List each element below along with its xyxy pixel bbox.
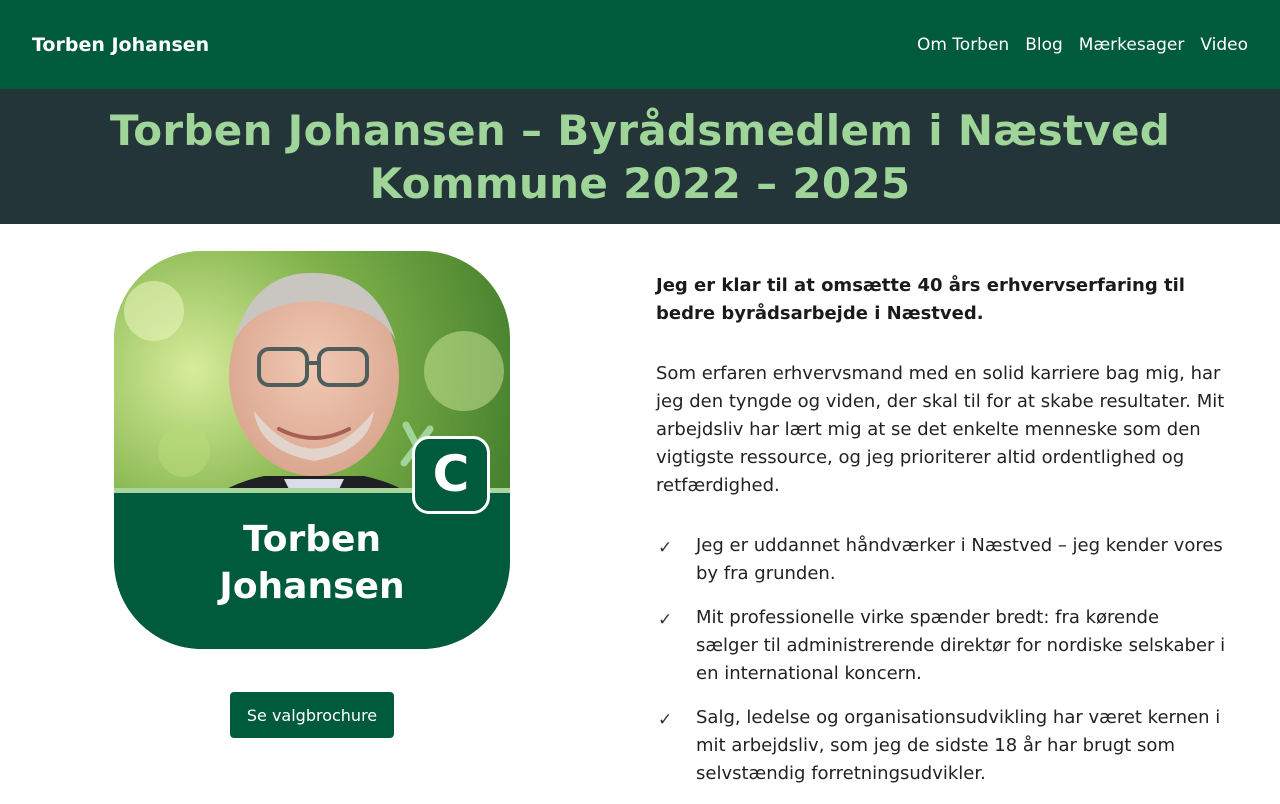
list-item — [656, 704, 1226, 788]
profile-column — [0, 224, 624, 800]
check-icon: ✓ — [658, 538, 673, 558]
party-letter-badge: C — [412, 436, 490, 514]
poster-candidate-name — [114, 516, 510, 610]
page-title: Torben Johansen – Byrådsmedlem i Næstved Kommune 2022 – 2025 — [109, 105, 1171, 208]
main-nav — [917, 35, 1248, 55]
nav-link-maerkesager[interactable]: Mærkesager — [1078, 34, 1185, 55]
list-item — [656, 604, 1226, 688]
intro-paragraph: Som erfaren erhvervsmand med en solid karriere bag mig, har jeg den tyngde og viden, der skal til for at skabe resultater. Mit arbejdsliv har lært mig at se det enkelte menneske som den vigtigste ressource, og jeg prioriterer altid ordentlighed og retfærdighed. — [656, 363, 1225, 496]
list-item-text: Salg, ledelse og organisationsudvikling har været kernen i mit arbejdsliv, som jeg de sidste 18 år har brugt som selvstændig forretningsudvikler. — [696, 707, 1221, 784]
brochure-button[interactable]: Se valgbrochure — [230, 692, 394, 738]
nav-link-video[interactable]: Video — [1200, 34, 1248, 55]
about-column — [656, 272, 1226, 804]
qualification-list — [656, 532, 1226, 788]
check-icon: ✓ — [658, 610, 673, 630]
list-item — [656, 532, 1226, 588]
list-item-text: Jeg er uddannet håndværker i Næstved – jeg kender vores by fra grunden. — [696, 535, 1223, 584]
check-icon: ✓ — [658, 710, 673, 730]
nav-link-blog[interactable]: Blog — [1025, 34, 1063, 55]
hero-banner — [0, 89, 1280, 224]
list-item-text: Mit professionelle virke spænder bredt: fra kørende sælger til administrerende direktør for nordiske selskaber i en international koncern. — [696, 607, 1226, 684]
poster-name-line1: Torben — [242, 519, 382, 560]
site-header — [0, 0, 1280, 89]
poster-name-line2: Johansen — [219, 566, 405, 607]
candidate-poster — [114, 251, 510, 649]
nav-link-om-torben[interactable]: Om Torben — [916, 34, 1010, 55]
lead-statement: Jeg er klar til at omsætte 40 års erhvervserfaring til bedre byrådsarbejde i Næstved. — [656, 275, 1185, 324]
site-brand-link[interactable]: Torben Johansen — [32, 33, 210, 56]
